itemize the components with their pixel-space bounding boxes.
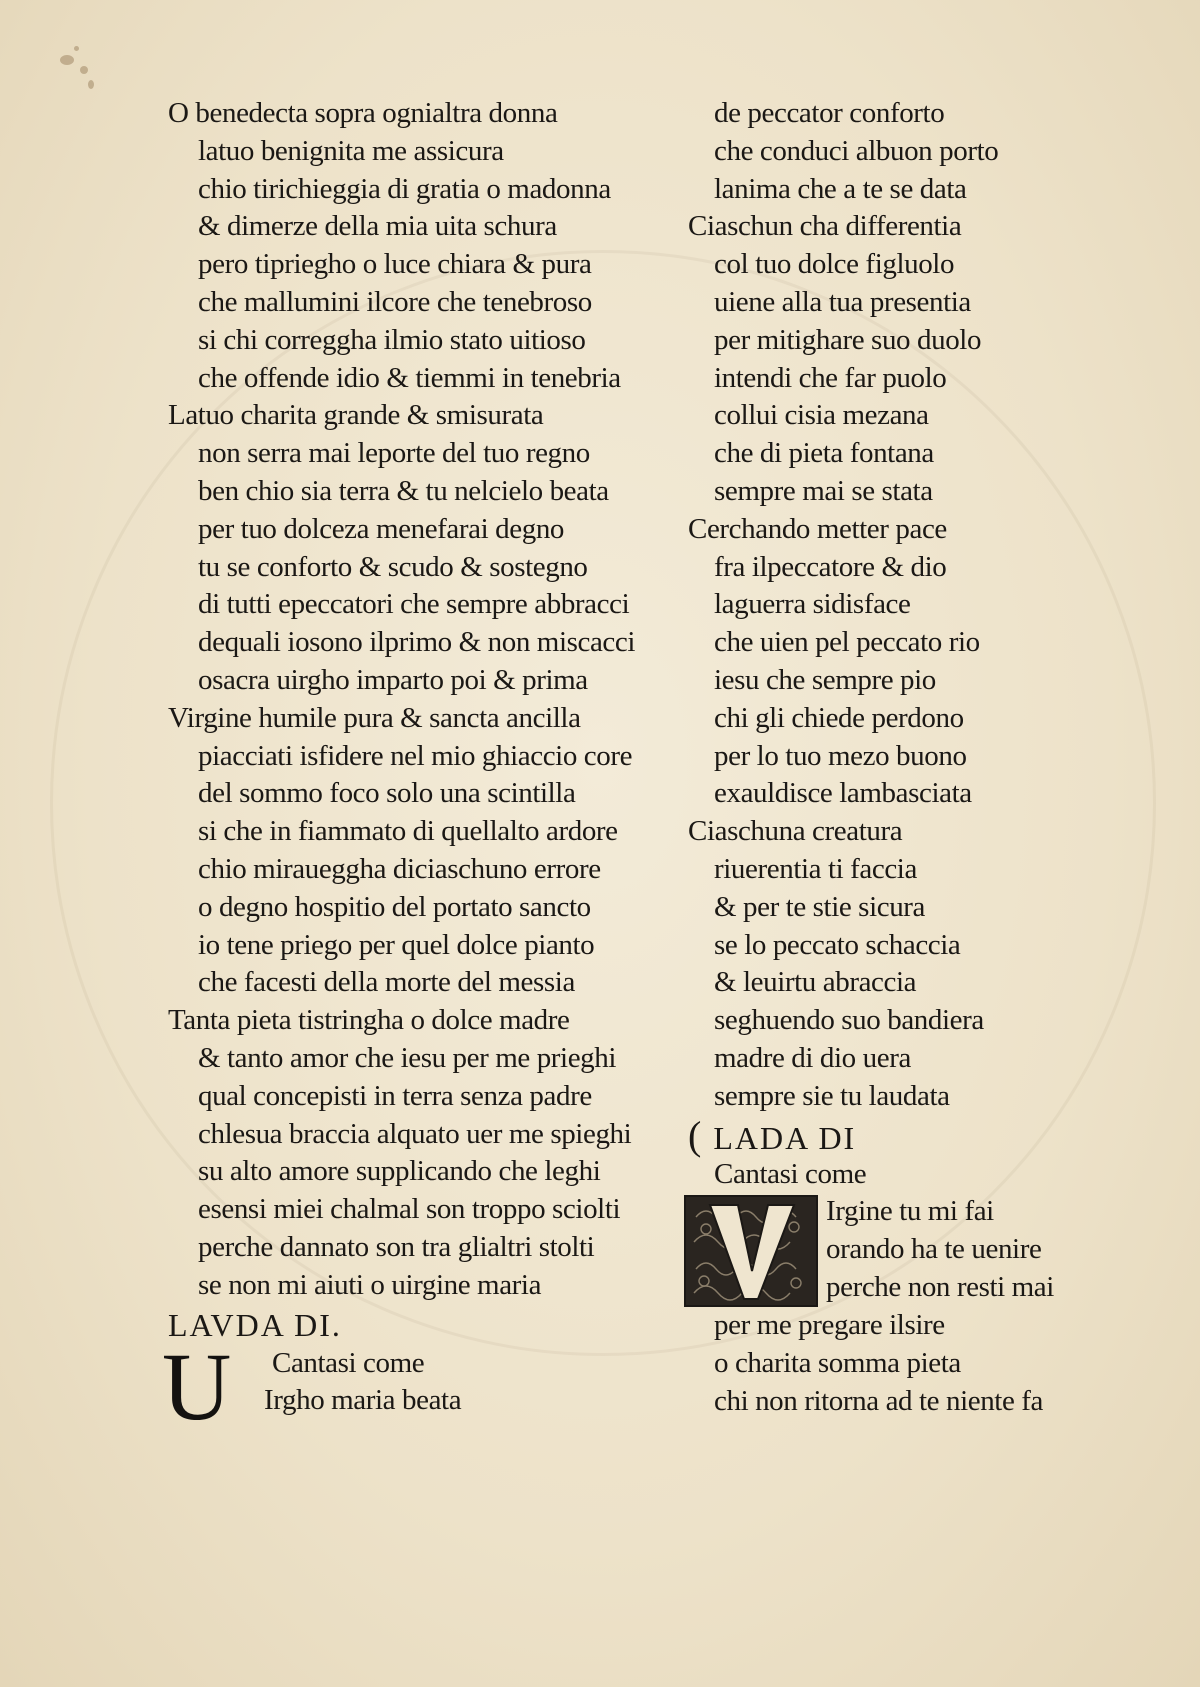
verse-line: o degno hospitio del portato sancto — [198, 890, 591, 923]
verse-line: per me pregare ilsire — [714, 1309, 945, 1342]
section-heading: LAVDA DI. — [168, 1306, 342, 1343]
verse-line: per mitighare suo duolo — [714, 323, 982, 356]
verse-line: se non mi aiuti o uirgine maria — [198, 1268, 542, 1301]
opening-verse-block — [688, 1193, 1108, 1307]
right-column — [688, 95, 1108, 1421]
verse-line: tu se conforto & scudo & sostegno — [198, 550, 588, 583]
left-column — [162, 95, 668, 1440]
rubric: Cantasi come — [272, 1346, 425, 1379]
verse-line: chio tirichieggia di gratia o madonna — [198, 172, 611, 205]
opening-verse-block — [162, 1332, 668, 1440]
verse-line: & leuirtu abraccia — [714, 966, 917, 999]
verse-line: che facesti della morte del messia — [198, 966, 575, 999]
verse-line: Tanta pieta tistringha o dolce madre — [168, 1004, 570, 1037]
drop-initial: U — [162, 1332, 232, 1440]
verse-line: si chi correggha ilmio stato uitioso — [198, 323, 586, 356]
verse-line: chi gli chiede perdono — [714, 701, 964, 734]
verse-line: pero tipriegho o luce chiara & pura — [198, 248, 592, 281]
ink-stain — [60, 55, 74, 65]
verse-line: che conduci albuon porto — [714, 134, 999, 167]
heading-initial-mark: ( — [688, 1112, 704, 1158]
verse-line: orando ha te uenire — [826, 1233, 1042, 1266]
verse-line: iesu che sempre pio — [714, 663, 936, 696]
verse-line: di tutti epeccatori che sempre abbracci — [198, 588, 630, 621]
verse-line: chlesua braccia alquato uer me spieghi — [198, 1117, 632, 1150]
verse-line: qual concepisti in terra senza padre — [198, 1079, 592, 1112]
verse-line: Latuo charita grande & smisurata — [168, 399, 544, 432]
verse-line: osacra uirgho imparto poi & prima — [198, 663, 588, 696]
verse-line: Irgho maria beata — [264, 1384, 462, 1417]
ink-stain — [74, 46, 79, 51]
verse-line: O benedecta sopra ognialtra donna — [168, 97, 558, 129]
verse-line: collui cisia mezana — [714, 399, 929, 432]
verse-line: & dimerze della mia uita schura — [198, 210, 557, 243]
verse-line: che uien pel peccato rio — [714, 626, 980, 659]
verse-line: exauldisce lambasciata — [714, 777, 972, 810]
heading-text: LADA DI — [713, 1119, 857, 1156]
verse-line: Ciaschun cha differentia — [688, 210, 962, 243]
verse-line: col tuo dolce figluolo — [714, 248, 955, 281]
verse-line: Irgine tu mi fai — [826, 1195, 994, 1228]
verse-line: del sommo foco solo una scintilla — [198, 777, 576, 810]
verse-line: lanima che a te se data — [714, 172, 967, 205]
verse-line: ben chio sia terra & tu nelcielo beata — [198, 474, 609, 507]
verse-line: & per te stie sicura — [714, 890, 926, 923]
verse-line: Cerchando metter pace — [688, 512, 947, 545]
verse-line: su alto amore supplicando che leghi — [198, 1155, 601, 1188]
verse-line: non serra mai leporte del tuo regno — [198, 437, 590, 470]
ink-stain — [80, 66, 88, 74]
woodcut-initial — [684, 1195, 818, 1307]
verse-line: chio miraueggha diciaschuno errore — [198, 852, 601, 885]
verse-line: o charita somma pieta — [714, 1347, 961, 1380]
verse-line: perche non resti mai — [826, 1270, 1054, 1303]
woodcut-ornament-icon — [686, 1197, 816, 1305]
verse-line: riuerentia ti faccia — [714, 852, 917, 885]
verse-line: piacciati isfidere nel mio ghiaccio core — [198, 739, 633, 772]
verse-line: se lo peccato schaccia — [714, 928, 961, 961]
verse-line: che mallumini ilcore che tenebroso — [198, 285, 592, 318]
verse-line: seghuendo suo bandiera — [714, 1004, 984, 1037]
verse-line: sempre sie tu laudata — [714, 1079, 950, 1112]
verse-line: fra ilpeccatore & dio — [714, 550, 947, 583]
verse-line: dequali iosono ilprimo & non miscacci — [198, 626, 636, 659]
verse-line: latuo benignita me assicura — [198, 134, 504, 167]
verse-line: che offende idio & tiemmi in tenebria — [198, 361, 621, 394]
verse-line: si che in fiammato di quellalto ardore — [198, 815, 618, 848]
section-heading — [688, 1112, 1108, 1158]
verse-line: per tuo dolceza menefarai degno — [198, 512, 565, 545]
verse-line: madre di dio uera — [714, 1041, 911, 1074]
verse-line: de peccator conforto — [714, 97, 945, 129]
verse-line: sempre mai se stata — [714, 474, 933, 507]
verse-line: intendi che far puolo — [714, 361, 947, 394]
verse-line: perche dannato son tra glialtri stolti — [198, 1230, 595, 1263]
verse-line: esensi miei chalmal son troppo sciolti — [198, 1193, 621, 1226]
verse-line: per lo tuo mezo buono — [714, 739, 967, 772]
verse-line: chi non ritorna ad te niente fa — [714, 1384, 1044, 1417]
verse-line: Ciaschuna creatura — [688, 815, 903, 848]
verse-line: uiene alla tua presentia — [714, 285, 971, 318]
verse-line: laguerra sidisface — [714, 588, 911, 621]
verse-line: io tene priego per quel dolce pianto — [198, 928, 595, 961]
verse-line: che di pieta fontana — [714, 437, 934, 470]
verse-line: & tanto amor che iesu per me prieghi — [198, 1041, 617, 1074]
rubric: Cantasi come — [714, 1157, 867, 1190]
verse-line: Virgine humile pura & sancta ancilla — [168, 701, 581, 734]
ink-stain — [88, 80, 94, 89]
